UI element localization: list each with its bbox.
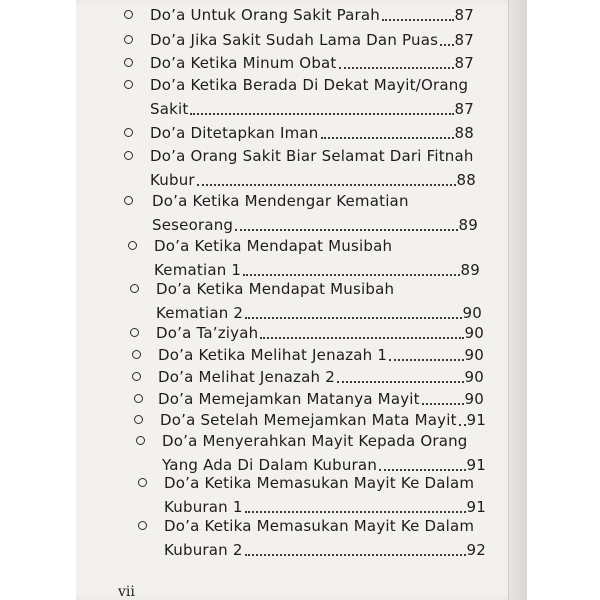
bullet-circle-icon [124,128,133,137]
toc-page-number: 90 [464,390,484,408]
bullet-circle-icon [134,415,143,424]
toc-entry-title: Do’a Ketika Minum Obat [150,54,337,72]
toc-entry-title-line [156,276,394,298]
bullet-circle-icon [124,151,133,160]
bullet-circle-icon [134,394,143,403]
toc-entry-title: Yang Ada Di Dalam Kuburan [162,456,378,474]
bullet-circle-icon [130,328,139,337]
toc-page-number: 90 [464,346,484,364]
toc-page-number: 91 [466,411,486,429]
toc-page-number: 91 [466,456,486,474]
toc-entry-title-last-line [156,300,482,322]
dot-leader [197,183,456,186]
toc-entry-title: Do’a Ta’ziyah [156,324,259,342]
toc-entry-title: Do’a Menyerahkan Mayit Kepada Orang [162,432,468,450]
bullet-circle-icon [138,521,147,530]
dot-leader [235,228,457,231]
toc-entry-title: Do’a Ketika Memasukan Mayit Ke Dalam [164,517,475,535]
bullet-circle-icon [124,35,133,44]
bullet-circle-icon [138,478,147,487]
toc-entry-title: Do’a Ketika Melihat Jenazah 1 [158,346,388,364]
toc-entry-title-last-line [158,364,484,386]
bullet-circle-icon [132,350,141,359]
toc-page-number: 89 [458,216,478,234]
toc-entry-title-last-line [152,212,478,234]
bullet-circle-icon [124,58,133,67]
toc-entry-title-last-line [156,320,484,342]
toc-entry-title: Kematian 2 [156,304,244,322]
toc-page-number: 92 [466,541,486,559]
toc-page-number: 87 [454,54,474,72]
toc-entry-title: Do’a Melihat Jenazah 2 [158,368,335,386]
bullet-circle-icon [136,436,145,445]
dot-leader [339,66,454,69]
toc-entry-title-last-line [150,50,474,72]
toc-entry-title-last-line [164,537,486,559]
bullet-circle-icon [130,284,139,293]
page-number-footer: vii [118,584,135,600]
toc-entry-title: Do’a Setelah Memejamkan Mata Mayit [160,411,457,429]
toc-entry-title-line [164,513,474,535]
toc-entry-title: Do’a Ketika Mendapat Musibah [156,280,395,298]
dot-leader [245,316,461,319]
toc-page-number: 90 [464,368,484,386]
toc-entry-title-last-line [150,96,474,118]
toc-entry-title-line [154,233,392,255]
dot-leader [337,380,464,383]
toc-entry-title: Do’a Ketika Berada Di Dekat Mayit/Orang [150,76,469,94]
bullet-circle-icon [124,80,133,89]
toc-entry-title-line [150,72,468,94]
toc-entry-title: Do’a Untuk Orang Sakit Parah [150,6,380,24]
toc-entry-title: Do’a Memejamkan Matanya Mayit [158,390,420,408]
toc-entry-title-last-line [160,407,486,429]
toc-entry-title-line [162,428,468,450]
toc-page-number: 88 [454,124,474,142]
toc-entry-title-line [150,143,474,165]
toc-entry-title-line [164,470,474,492]
toc-entry-title-line [152,188,409,210]
dot-leader [389,358,463,361]
bullet-circle-icon [132,372,141,381]
toc-entry-title-last-line [150,120,474,142]
toc-entry-title: Do’a Jika Sakit Sudah Lama Dan Puas [150,31,439,49]
toc-page-number: 87 [454,6,474,24]
toc-page-number: 87 [454,31,474,49]
dot-leader [422,402,464,405]
toc-page-number: 91 [466,498,486,516]
toc-entry-title: Kuburan 1 [164,498,243,516]
dot-leader [260,336,463,339]
toc-entry-title: Do’a Orang Sakit Biar Selamat Dari Fitnah [150,147,474,165]
bullet-circle-icon [124,10,133,19]
toc-entry-title: Do’a Ketika Mendapat Musibah [154,237,393,255]
toc-page-number: 89 [460,261,480,279]
toc-entry-title-last-line [158,386,484,408]
toc-page-number: 87 [454,100,474,118]
toc-entry-title-last-line [158,342,484,364]
bullet-circle-icon [128,241,137,250]
dot-leader [440,43,453,46]
toc-entry-title: Sakit [150,100,189,118]
toc-entry-title: Kubur [150,171,195,189]
toc-entry-title: Kuburan 2 [164,541,243,559]
dot-leader [321,136,454,139]
toc-page-number: 90 [462,304,482,322]
toc-entry-title-last-line [150,27,474,49]
toc-entry-title-last-line [150,2,474,24]
dot-leader [382,18,454,21]
toc-entry-title: Do’a Ditetapkan Iman [150,124,319,142]
toc-page-number: 88 [456,171,476,189]
dot-leader [459,423,466,426]
toc-entry-title: Seseorang [152,216,234,234]
toc-entry-title: Do’a Ketika Memasukan Mayit Ke Dalam [164,474,475,492]
toc-entry-title: Kematian 1 [154,261,242,279]
dot-leader [190,112,453,115]
toc-entry-title: Do’a Ketika Mendengar Kematian [152,192,409,210]
toc-entry-title-last-line [150,167,476,189]
bullet-circle-icon [124,196,133,205]
toc-page-number: 90 [464,324,484,342]
dot-leader [245,553,466,556]
